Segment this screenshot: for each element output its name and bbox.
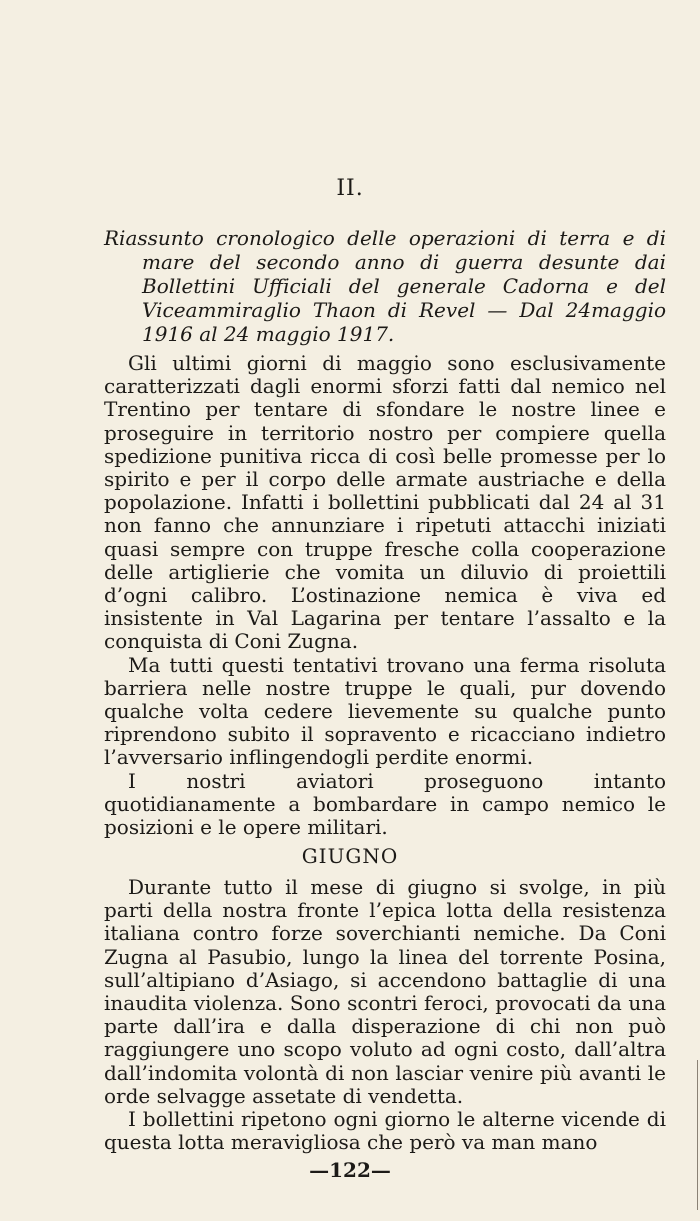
section-heading: GIUGNO [301, 844, 399, 868]
may-section-body [104, 352, 666, 839]
paragraph: I nostri aviatori proseguono intanto quotidianamente a bombardare in campo nemico le posizioni e le opere militari. [104, 768, 666, 840]
chapter-summary [104, 226, 666, 346]
june-section-body [104, 876, 666, 1154]
paragraph: Durante tutto il mese di giugno si svolge, in più parti della nostra fronte l’epica lotta della resistenza italiana contro forze soverchianti nemiche. Da Coni Zugna al Pasubio, lungo la linea del torrente Posina, sull’altipiano d’Asiago, si accendono battaglie di una inaudita violenza. Sono scontri feroci, provocati da una parte dall’ira e dalla disperazione di chi non può raggiungere uno scopo voluto ad ogni costo, dall’altra dall’indomita volontà di non lasciar venire più avanti le orde selvagge assetate di vendetta. [104, 875, 666, 1108]
paragraph: Ma tutti questi tentativi trovano una ferma risoluta barriera nelle nostre truppe le quali, pur dovendo qualche volta cedere lievemente su qualche punto riprendono subito il sopravento e ricacciano indietro l’avversario inflingendogli perdite enormi. [104, 652, 666, 770]
summary-text: Riassunto cronologico delle operazioni di terra e di mare del secondo anno di guerra desunte dai Bollettini Ufficiali del generale Cadorna e del Viceammiraglio Thaon di Revel — Dal 24maggio 1916 al 24 maggio 1917. [104, 226, 666, 346]
paragraph: Gli ultimi giorni di maggio sono esclusivamente caratterizzati dagli enormi sforzi fatti dal nemico nel Trentino per tentare di sfondare le nostre linee e proseguire in territorio nostro per compiere quella spedizione punitiva ricca di così belle promesse per lo spirito e per il corpo delle armate austriache e della popolazione. Infatti i bollettini pubblicati dal 24 al 31 non fanno che annunziare i ripetuti attacchi iniziati quasi sempre con truppe fresche colla cooperazione delle artiglierie che vomita un diluvio di proiettili d’ogni calibro. L’ostinazione nemica è viva ed insistente in Val Lagarina per tentare l’assalto e la conquista di Coni Zugna. [104, 351, 666, 654]
paragraph: I bollettini ripetono ogni giorno le alterne vicende di questa lotta meravigliosa che però va man mano [104, 1107, 666, 1155]
page-number: —122— [309, 1158, 391, 1182]
chapter-number: II. [336, 176, 364, 201]
page-edge-divider [697, 1060, 698, 1210]
